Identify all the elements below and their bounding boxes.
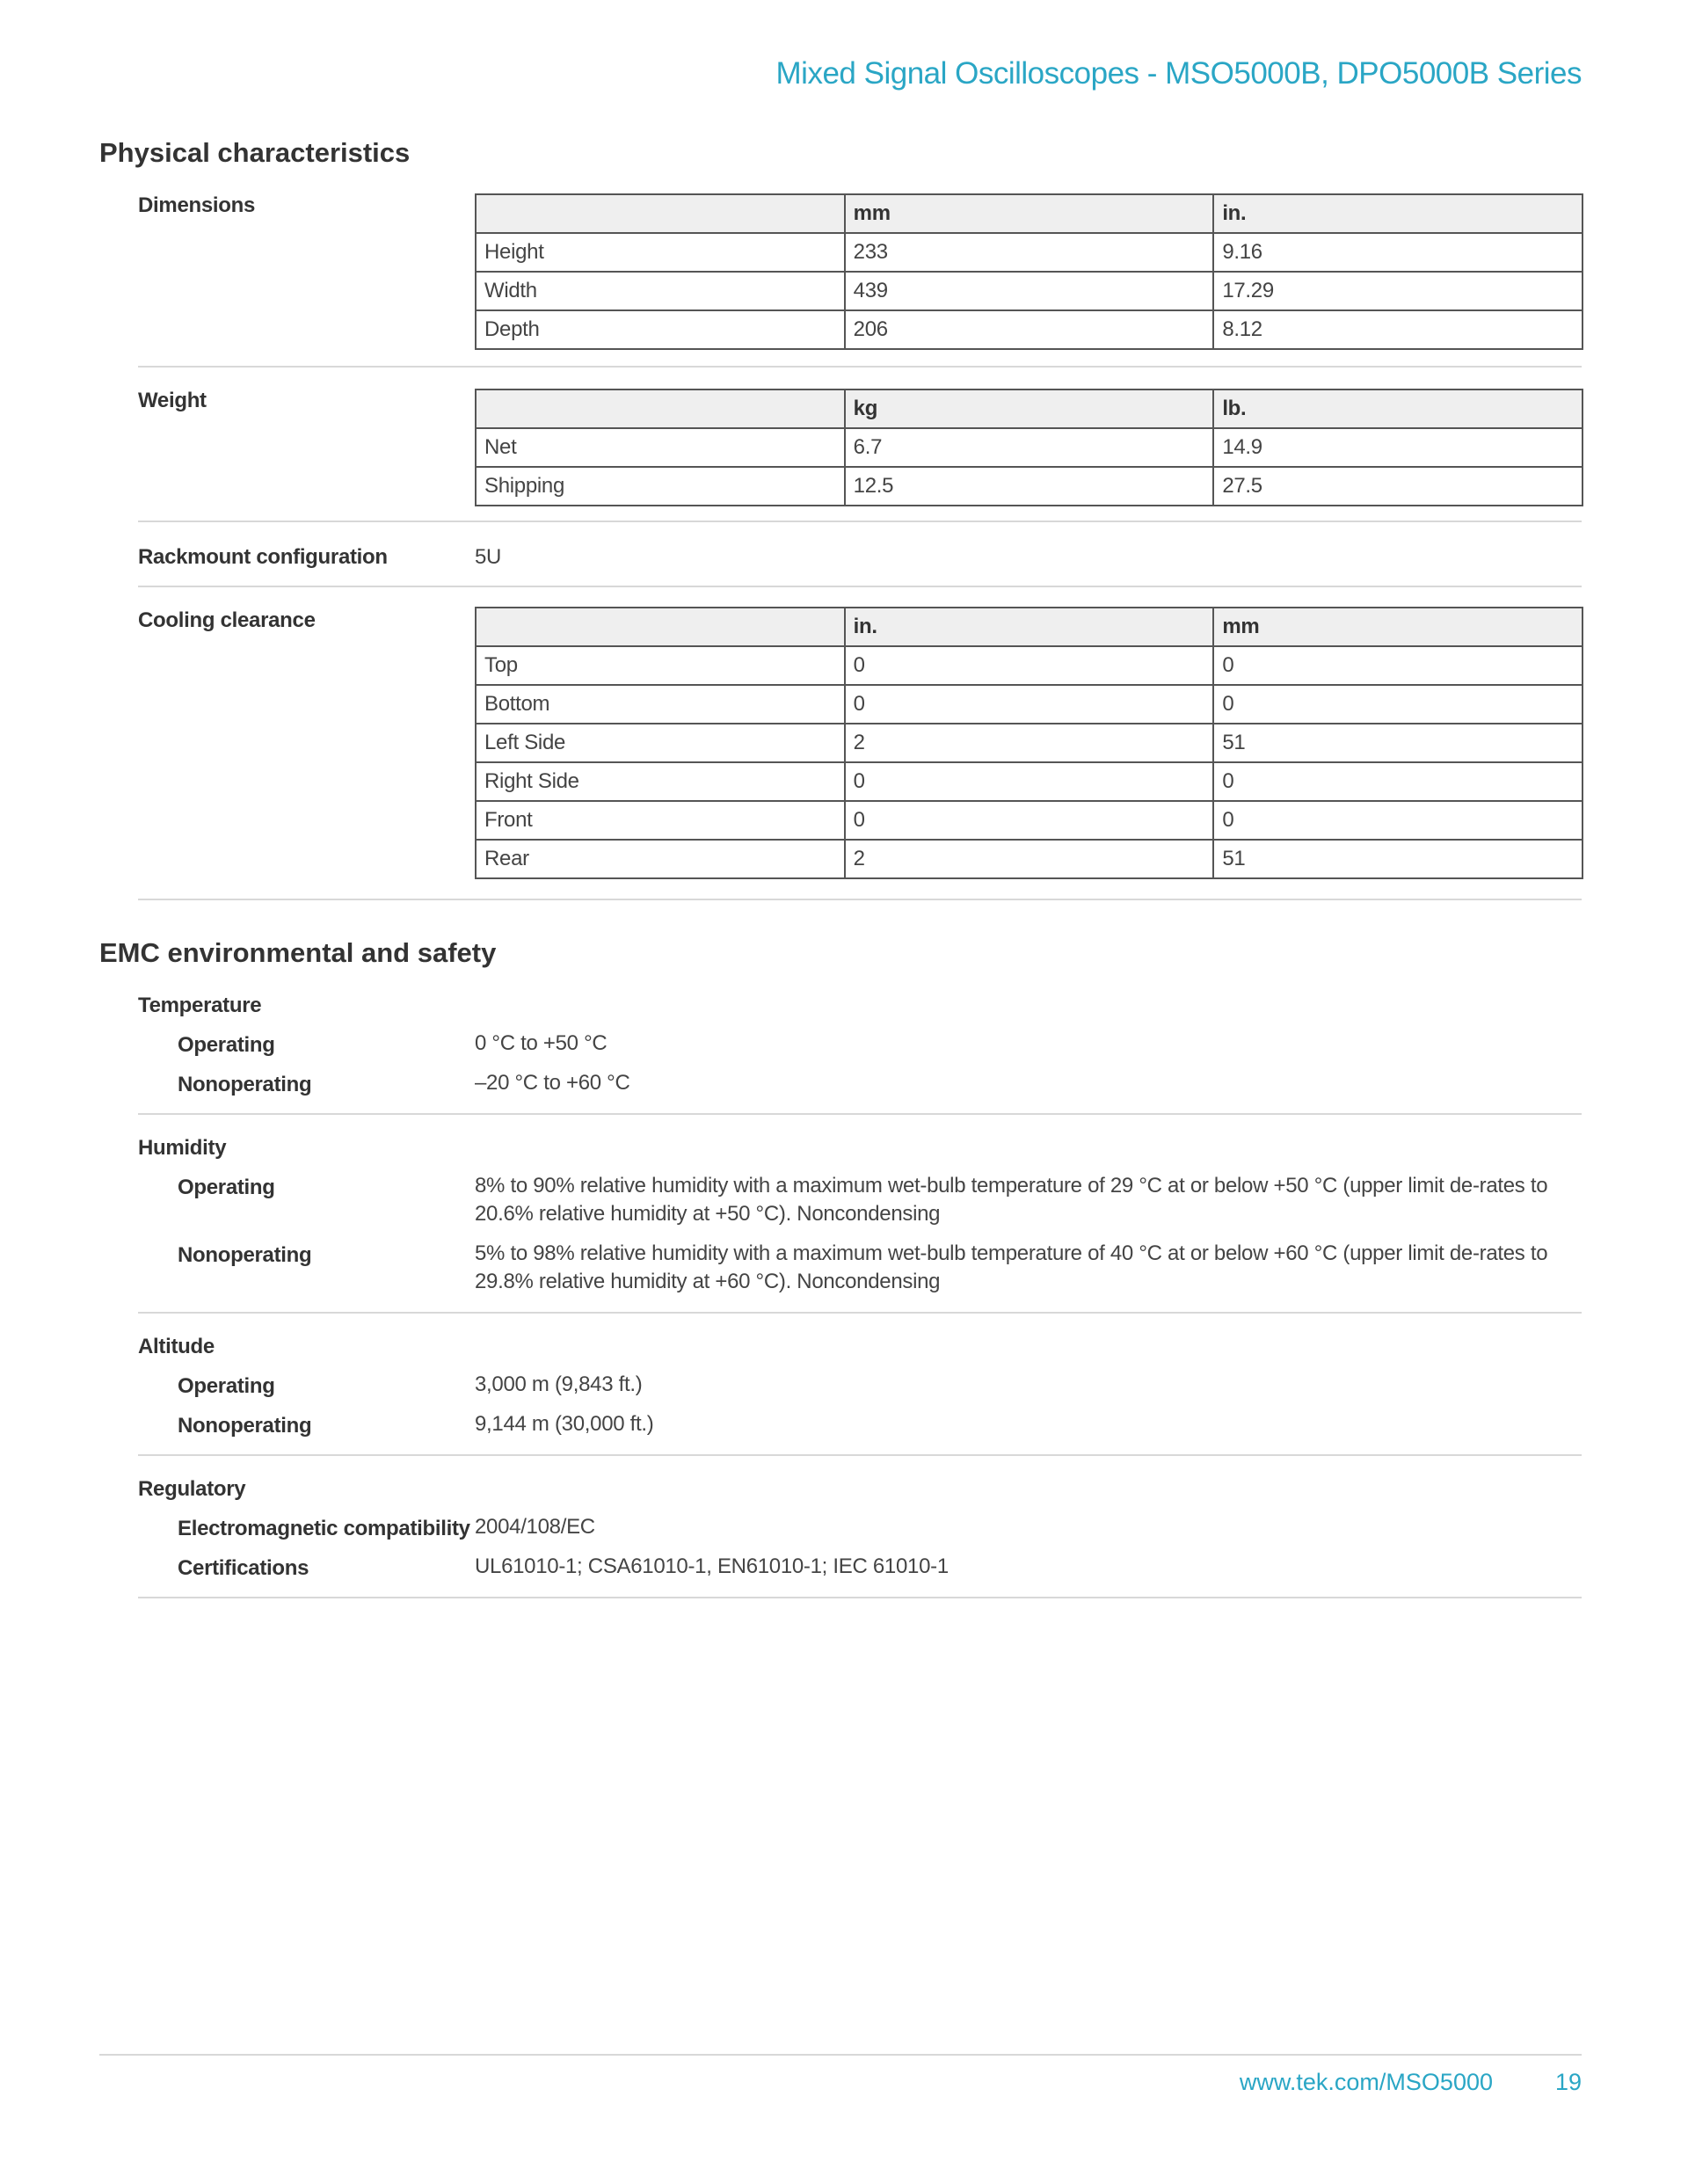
certifications-label: Certifications xyxy=(178,1556,309,1580)
table-row xyxy=(476,233,1582,272)
weight-table xyxy=(475,389,1583,506)
table-row xyxy=(476,272,1582,310)
table-cell: Bottom xyxy=(476,685,845,724)
humidity-nonoperating-value: 5% to 98% relative humidity with a maximum wet-bulb temperature of 40 °C at or below +60 °C (upper limit de-rates to 29.8% relative humidity at +60 °C). Noncondensing xyxy=(475,1241,1548,1293)
cooling-table xyxy=(475,607,1583,879)
emc-compatibility-label: Electromagnetic compatibility xyxy=(178,1517,470,1540)
table-row xyxy=(476,724,1582,762)
cooling-row xyxy=(138,607,1582,900)
table-cell: Front xyxy=(476,801,845,840)
weight-label: Weight xyxy=(138,389,207,412)
rackmount-row xyxy=(138,543,1582,587)
table-cell: Rear xyxy=(476,840,845,878)
table-header-cell xyxy=(476,608,845,646)
altitude-row xyxy=(138,1333,1582,1456)
table-header-cell xyxy=(476,389,845,428)
humidity-nonoperating-label: Nonoperating xyxy=(178,1243,312,1267)
table-cell: 27.5 xyxy=(1213,467,1582,506)
table-header-cell: in. xyxy=(1213,194,1582,233)
humidity-row xyxy=(138,1134,1582,1314)
table-header-row xyxy=(476,608,1582,646)
dimensions-table xyxy=(475,193,1583,350)
table-cell: 6.7 xyxy=(845,428,1214,467)
table-cell: 233 xyxy=(845,233,1214,272)
table-row xyxy=(476,801,1582,840)
altitude-title: Altitude xyxy=(138,1335,215,1358)
temperature-nonoperating-value: –20 °C to +60 °C xyxy=(475,1071,630,1095)
table-cell: 2 xyxy=(845,840,1214,878)
table-header-cell: mm xyxy=(1213,608,1582,646)
table-header-row xyxy=(476,389,1582,428)
table-header-cell xyxy=(476,194,845,233)
table-header-cell: kg xyxy=(845,389,1214,428)
table-cell: Right Side xyxy=(476,762,845,801)
table-row xyxy=(476,840,1582,878)
certifications-value: UL61010-1; CSA61010-1, EN61010-1; IEC 61010-1 xyxy=(475,1554,949,1578)
table-cell: 12.5 xyxy=(845,467,1214,506)
temperature-row xyxy=(138,992,1582,1115)
rackmount-label: Rackmount configuration xyxy=(138,545,388,569)
emc-heading: EMC environmental and safety xyxy=(99,937,497,968)
altitude-operating-label: Operating xyxy=(178,1374,275,1398)
weight-row xyxy=(138,387,1582,522)
table-cell: Shipping xyxy=(476,467,845,506)
humidity-title: Humidity xyxy=(138,1136,227,1160)
table-cell: 0 xyxy=(845,801,1214,840)
altitude-nonoperating-label: Nonoperating xyxy=(178,1414,312,1438)
table-cell: Height xyxy=(476,233,845,272)
humidity-operating-value: 8% to 90% relative humidity with a maximum wet-bulb temperature of 29 °C at or below +50 °C (upper limit de-rates to 20.6% relative humidity at +50 °C). Noncondensing xyxy=(475,1174,1548,1226)
table-row xyxy=(476,762,1582,801)
dimensions-label: Dimensions xyxy=(138,193,256,217)
physical-heading: Physical characteristics xyxy=(99,137,411,168)
table-cell: 2 xyxy=(845,724,1214,762)
table-cell: Top xyxy=(476,646,845,685)
regulatory-title: Regulatory xyxy=(138,1477,246,1501)
table-cell: 0 xyxy=(845,646,1214,685)
emc-compatibility-value: 2004/108/EC xyxy=(475,1515,595,1539)
table-cell: 8.12 xyxy=(1213,310,1582,349)
table-header-cell: lb. xyxy=(1213,389,1582,428)
cooling-label: Cooling clearance xyxy=(138,608,316,632)
table-cell: 14.9 xyxy=(1213,428,1582,467)
footer-url-link[interactable]: www.tek.com/MSO5000 xyxy=(1239,2069,1493,2095)
table-row xyxy=(476,310,1582,349)
footer-divider xyxy=(99,2054,1582,2056)
table-cell: 0 xyxy=(1213,801,1582,840)
altitude-nonoperating-value: 9,144 m (30,000 ft.) xyxy=(475,1412,654,1436)
table-cell: 51 xyxy=(1213,840,1582,878)
table-cell: 0 xyxy=(845,685,1214,724)
table-cell: 51 xyxy=(1213,724,1582,762)
table-cell: Depth xyxy=(476,310,845,349)
table-cell: 0 xyxy=(1213,685,1582,724)
page-header-title: Mixed Signal Oscilloscopes - MSO5000B, DPO5000B Series xyxy=(775,56,1582,91)
table-cell: 0 xyxy=(845,762,1214,801)
dimensions-row xyxy=(138,192,1582,368)
table-cell: 0 xyxy=(1213,762,1582,801)
table-cell: Width xyxy=(476,272,845,310)
temperature-title: Temperature xyxy=(138,994,262,1017)
table-cell: 9.16 xyxy=(1213,233,1582,272)
table-header-row xyxy=(476,194,1582,233)
table-row xyxy=(476,467,1582,506)
table-header-cell: mm xyxy=(845,194,1214,233)
page-number: 19 xyxy=(1554,2069,1582,2095)
table-cell: Left Side xyxy=(476,724,845,762)
table-row xyxy=(476,428,1582,467)
rackmount-value: 5U xyxy=(475,545,502,569)
table-cell: 17.29 xyxy=(1213,272,1582,310)
table-header-cell: in. xyxy=(845,608,1214,646)
table-cell: Net xyxy=(476,428,845,467)
table-cell: 439 xyxy=(845,272,1214,310)
table-cell: 0 xyxy=(1213,646,1582,685)
temperature-nonoperating-label: Nonoperating xyxy=(178,1073,312,1096)
altitude-operating-value: 3,000 m (9,843 ft.) xyxy=(475,1372,643,1396)
temperature-operating-label: Operating xyxy=(178,1033,275,1057)
regulatory-row xyxy=(138,1475,1582,1598)
table-row xyxy=(476,646,1582,685)
table-cell: 206 xyxy=(845,310,1214,349)
table-row xyxy=(476,685,1582,724)
humidity-operating-label: Operating xyxy=(178,1176,275,1199)
temperature-operating-value: 0 °C to +50 °C xyxy=(475,1031,608,1055)
